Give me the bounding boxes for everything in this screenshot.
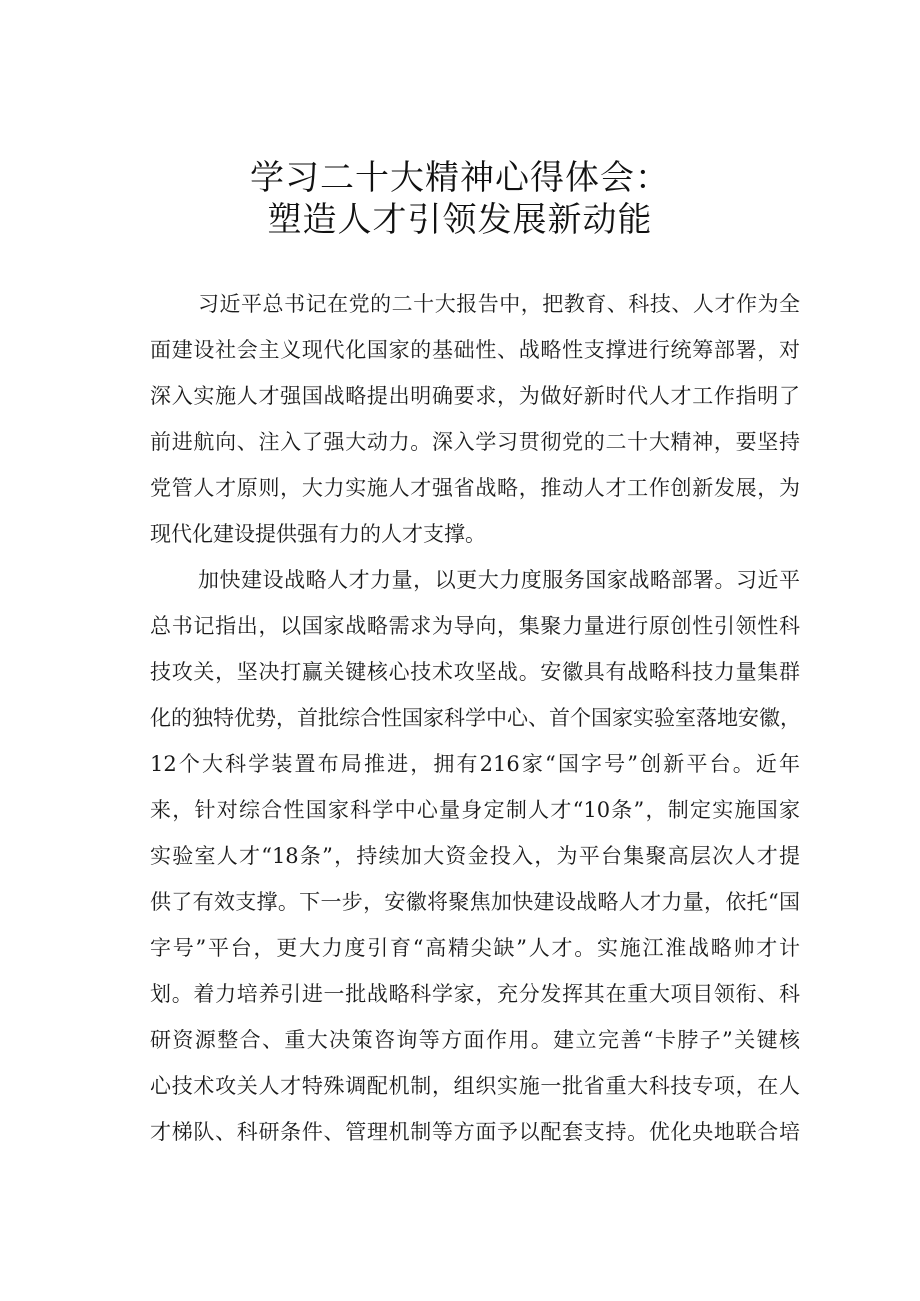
body-line: 才梯队、科研条件、管理机制等方面予以配套支持。优化央地联合培 bbox=[150, 1120, 800, 1144]
body-line: 面建设社会主义现代化国家的基础性、战略性支撑进行统筹部署，对 bbox=[150, 338, 800, 362]
body-line: 化的独特优势，首批综合性国家科学中心、首个国家实验室落地安徽， bbox=[150, 706, 801, 730]
body-line: 供了有效支撑。下一步，安徽将聚焦加快建设战略人才力量，依托“国 bbox=[150, 890, 800, 914]
body-line: 前进航向、注入了强大动力。深入学习贯彻党的二十大精神，要坚持 bbox=[150, 430, 800, 454]
body-line: 习近平总书记在党的二十大报告中，把教育、科技、人才作为全 bbox=[198, 292, 800, 316]
body-line: 深入实施人才强国战略提出明确要求，为做好新时代人才工作指明了 bbox=[150, 384, 800, 408]
body-line: 12个大科学装置布局推进，拥有216家“国字号”创新平台。近年 bbox=[150, 752, 800, 776]
body-line: 技攻关，坚决打赢关键核心技术攻坚战。安徽具有战略科技力量集群 bbox=[150, 660, 800, 684]
body-line: 现代化建设提供强有力的人才支撑。 bbox=[150, 522, 486, 546]
body-line: 来，针对综合性国家科学中心量身定制人才“10条”，制定实施国家 bbox=[150, 798, 800, 822]
body-line: 字号”平台，更大力度引育“高精尖缺”人才。实施江淮战略帅才计 bbox=[150, 936, 800, 960]
body-line: 总书记指出，以国家战略需求为导向，集聚力量进行原创性引领性科 bbox=[150, 614, 800, 638]
body-line: 实验室人才“18条”，持续加大资金投入，为平台集聚高层次人才提 bbox=[150, 844, 800, 868]
document-title-line-1: 学习二十大精神心得体会： bbox=[250, 158, 670, 198]
body-line: 党管人才原则，大力实施人才强省战略，推动人才工作创新发展，为 bbox=[150, 476, 800, 500]
body-line: 心技术攻关人才特殊调配机制，组织实施一批省重大科技专项，在人 bbox=[150, 1074, 800, 1098]
body-line: 加快建设战略人才力量，以更大力度服务国家战略部署。习近平 bbox=[198, 568, 800, 592]
body-line: 划。着力培养引进一批战略科学家，充分发挥其在重大项目领衔、科 bbox=[150, 982, 800, 1006]
body-line: 研资源整合、重大决策咨询等方面作用。建立完善“卡脖子”关键核 bbox=[150, 1028, 800, 1052]
document-title-line-2: 塑造人才引领发展新动能 bbox=[267, 200, 653, 240]
